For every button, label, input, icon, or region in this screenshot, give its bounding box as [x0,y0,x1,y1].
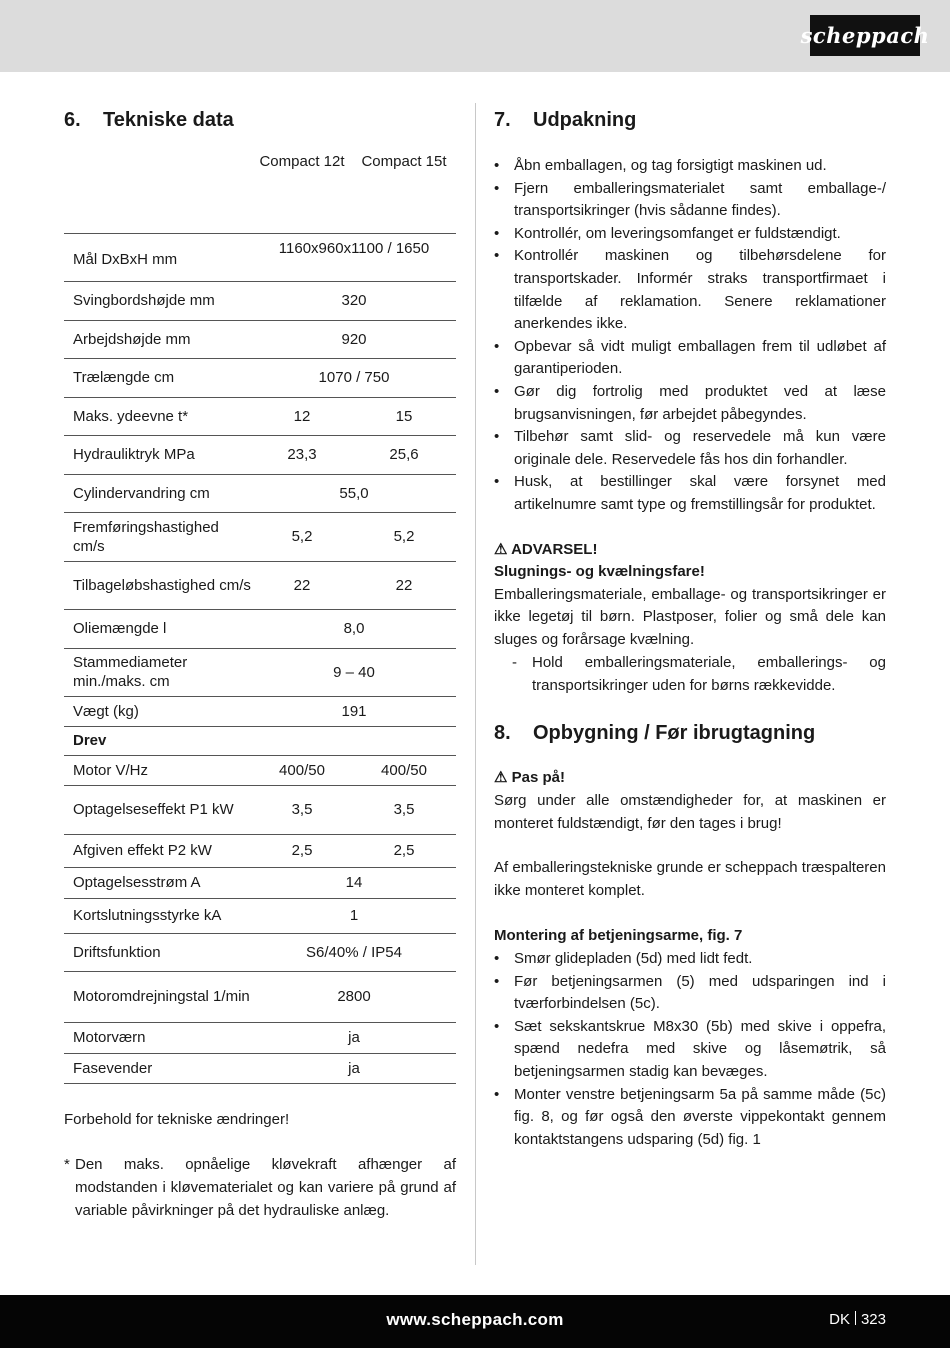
table-row: Optagelseseffekt P1 kW 3,5 3,5 [64,785,456,834]
table-row: Optagelsesstrøm A 14 [64,867,456,898]
list-item: • Fjern emballeringsmaterialet samt emballage-/ transportsikringer (hvis sådanne findes). [494,179,886,220]
warning-dash-list [494,651,886,697]
packaging-paragraph: Af emballeringstekniske grunde er scheppach træspalteren ikke monteret komplet. [494,859,886,899]
table-row: Cylindervandring cm 55,0 [64,474,456,512]
table-row: Maks. ydeevne t* 12 15 [64,397,456,435]
technical-data-table [64,152,456,1084]
page-number [829,1311,886,1328]
warning-text: Emballeringsmateriale, emballage- og transportsikringer er ikke legetøj til børn. Plastposer, folier og små dele kan sluges og forårsage kvælning. [494,585,886,648]
section-8-heading [494,719,886,747]
table-row: Oliemængde l 8,0 [64,609,456,648]
list-item: • Opbevar så vidt muligt emballagen frem til udløbet af garantiperioden. [494,337,886,378]
unpacking-list [494,155,886,517]
table-row: Trælængde cm 1070 / 750 [64,358,456,397]
section-7-heading [494,106,886,134]
table-row: Hydrauliktryk MPa 23,3 25,6 [64,435,456,474]
scheppach-logo: scheppach [810,15,920,56]
table-row: Fremføringshastighed cm/s 5,2 5,2 [64,512,456,561]
column-divider [475,103,476,1265]
left-column [64,106,456,1222]
list-item: • Gør dig fortrolig med produktet ved at læse brugsanvisningen, før arbejdet påbegyndes. [494,382,886,423]
table-row: Fasevender ja [64,1053,456,1083]
section-number: 7. [494,108,511,131]
list-item: • Kontrollér, om leveringsomfanget er fuldstændigt. [494,224,841,242]
section-title: Tekniske data [103,108,234,131]
list-item: • Husk, at bestillinger skal være forsynet med artikelnumre samt type og fremstillingsår for produktet. [494,473,886,513]
caution-title: ⚠ Pas på! [494,769,565,787]
table-row: Vægt (kg) 191 [64,696,456,726]
column-header-15t: Compact 15t [352,152,456,233]
table-row: Motor V/Hz 400/50 400/50 [64,755,456,785]
list-item: • Før betjeningsarmen (5) med udsparingen ind i tværforbindelsen (5c). [494,972,886,1013]
table-row: Stammediameter min./maks. cm 9 – 40 [64,648,456,696]
table-row: Afgiven effekt P2 kW 2,5 2,5 [64,834,456,867]
footnote-mark: * [64,1155,70,1173]
footnote-text: Den maks. opnåelige kløvekraft afhænger af modstanden i kløvematerialet og kan variere på grund af variable påvirkninger på det hydrauliske anlæg. [75,1155,456,1219]
section-number: 8. [494,721,511,744]
separator [855,1311,856,1325]
table-row: Kortslutningsstyrke kA 1 [64,898,456,933]
table-row: Svingbordshøjde mm 320 [64,281,456,320]
website-link[interactable]: www.scheppach.com [386,1310,564,1329]
footnote [64,1153,456,1222]
list-item: • Tilbehør samt slid- og reservedele må kun være originale dele. Reservedele fås hos din forhandler. [494,428,886,468]
table-row: Driftsfunktion S6/40% / IP54 [64,933,456,971]
section-6-heading [64,106,456,134]
table-row: Tilbageløbshastighed cm/s 22 22 [64,561,456,609]
right-column [494,106,886,1151]
list-item: • Åbn emballagen, og tag forsigtigt maskinen ud. [494,157,827,174]
warning-triangle-icon: ⚠ [494,540,508,558]
subheading-montering: Montering af betjeningsarme, fig. 7 [494,927,743,945]
reservation-note: Forbehold for tekniske ændringer! [64,1110,290,1128]
caution-text: Sørg under alle omstændigheder for, at maskinen er monteret fuldstændigt, før den tages i brug! [494,792,886,832]
language-code: DK [829,1311,850,1328]
section-title: Udpakning [533,108,637,131]
table-row: Arbejdshøjde mm 920 [64,320,456,358]
footer-band [0,1295,950,1348]
table-row: Motoromdrejningstal 1/min 2800 [64,971,456,1022]
list-item: • Smør glidepladen (5d) med lidt fedt. [494,950,753,968]
section-title: Opbygning / Før ibrugtagning [533,721,816,744]
table-row: Motorværn ja [64,1022,456,1053]
warning-triangle-icon: ⚠ [494,769,508,787]
column-header-12t: Compact 12t [252,152,352,233]
assembly-list [494,948,886,1151]
header-band [0,0,950,72]
table-row: Mål DxBxH mm 1160x960x1100 / 1650 [64,233,456,281]
section-number: 6. [64,108,81,131]
list-item: • Kontrollér maskinen og tilbehørsdelene for transportskader. Informér straks transportfirmaet i tilfælde af reklamation. Senere reklamationer anerkendes ikke. [494,247,886,333]
table-header-row [64,152,456,233]
page-number-value: 323 [860,1311,886,1328]
warning-subtitle: Slugnings- og kvælningsfare! [494,563,705,581]
warning-title: ⚠ ADVARSEL! [494,540,598,558]
caution-block [494,767,886,835]
list-item: • Monter venstre betjeningsarm 5a på samme måde (5c) fig. 8, og før også den øverste vippekontakt gennem kontaktstangens udsparing (5d) fig. 1 [494,1085,886,1148]
list-item: • Sæt sekskantskrue M8x30 (5b) med skive i oppefra, spænd nedefra med skive og låsemøtrik, så betjeningsarmen stadig kan bevæges. [494,1017,886,1080]
warning-block [494,539,886,698]
table-row-drive-heading: Drev [64,726,456,755]
list-item: - Hold emballeringsmateriale, emballerings- og transportsikringer uden for børns rækkevidde. [512,654,886,695]
